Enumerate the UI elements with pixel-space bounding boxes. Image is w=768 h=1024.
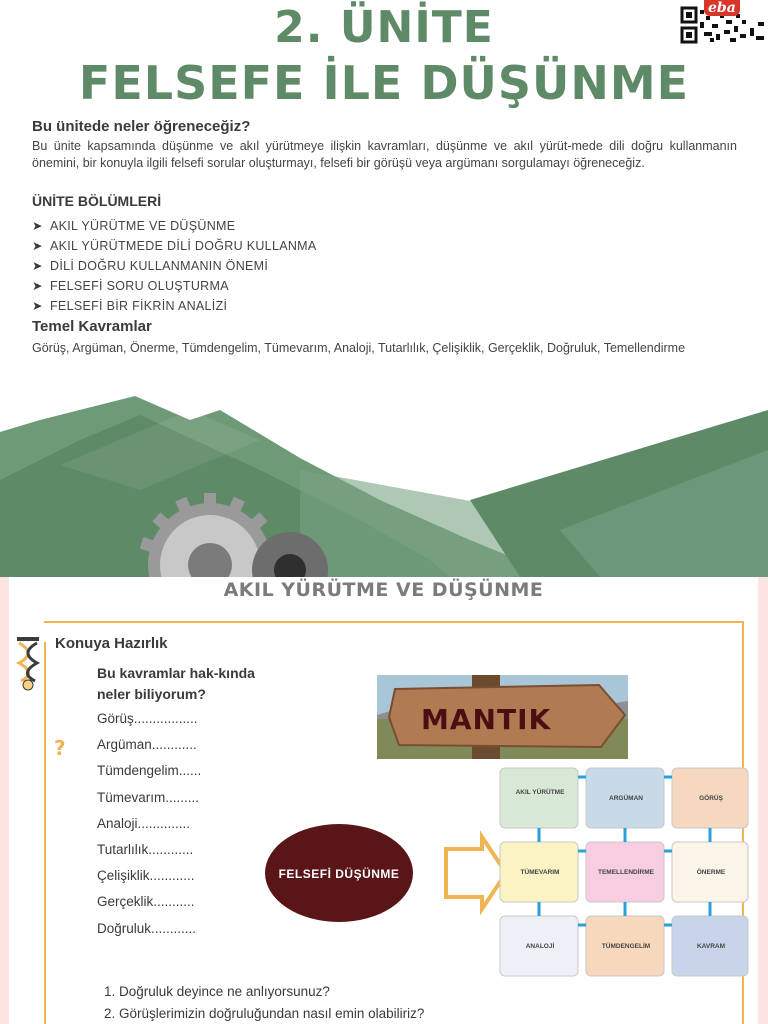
term-item: Analoji.............. bbox=[97, 815, 191, 831]
arrow-icon: ➤ bbox=[32, 259, 43, 273]
arrow-icon: ➤ bbox=[32, 279, 43, 293]
unit-number-title: 2. ÜNİTE bbox=[274, 2, 494, 53]
concept-cell: TÜMDENGELİM bbox=[601, 943, 651, 950]
arrow-icon: ➤ bbox=[32, 239, 43, 253]
term-item: Tümevarım......... bbox=[97, 789, 200, 805]
prep-title: Konuya Hazırlık bbox=[55, 635, 168, 652]
orange-frame-left bbox=[44, 642, 46, 1024]
decorative-mountains-graphic bbox=[0, 370, 768, 577]
concept-cell: ÖNERME bbox=[696, 869, 726, 876]
mantik-sign-image bbox=[377, 675, 628, 759]
learning-goals-heading: Bu ünitede neler öğreneceğiz? bbox=[32, 118, 251, 135]
key-concepts-heading: Temel Kavramlar bbox=[32, 318, 152, 335]
lesson-page-body bbox=[9, 577, 758, 1024]
concept-cell: KAVRAM bbox=[696, 943, 726, 950]
term-item: Tutarlılık............ bbox=[97, 841, 194, 857]
lesson-page bbox=[0, 577, 768, 1024]
question-item: 1. Doğruluk deyince ne anlıyorsunuz? bbox=[104, 984, 330, 999]
unit-sections-list bbox=[32, 216, 317, 316]
arrow-icon: ➤ bbox=[32, 219, 43, 233]
section-item-label: AKIL YÜRÜTMEDE DİLİ DOĞRU KULLANMA bbox=[50, 239, 317, 253]
center-concept-label: FELSEFİ DÜŞÜNME bbox=[278, 867, 400, 881]
arrow-icon: ➤ bbox=[32, 299, 43, 313]
term-item: Çelişiklik............ bbox=[97, 868, 195, 884]
section-item bbox=[32, 256, 317, 276]
section-item bbox=[32, 236, 317, 256]
learning-goals-text: Bu ünite kapsamında düşünme ve akıl yürütmeye ilişkin kavramları, düşünme ve akıl yürüt-mede dili doğru kullanmanın önemini, bir konuyla ilgili felsefi sorular oluşturmayı, felsefi bir görüşü veya argümanı sorgulamayı öğreneceğiz. bbox=[32, 139, 737, 170]
section-item-label: AKIL YÜRÜTME VE DÜŞÜNME bbox=[50, 219, 236, 233]
dna-icon bbox=[15, 635, 41, 691]
section-item-label: FELSEFİ SORU OLUŞTURMA bbox=[50, 279, 229, 293]
prep-prompt: Bu kavramlar hak-kında neler biliyorum? bbox=[97, 665, 255, 702]
section-item bbox=[32, 296, 317, 316]
unit-title: FELSEFE İLE DÜŞÜNME bbox=[78, 56, 690, 110]
section-item bbox=[32, 276, 317, 296]
concept-cell: ANALOJİ bbox=[525, 943, 555, 950]
lesson-heading: AKIL YÜRÜTME VE DÜŞÜNME bbox=[223, 579, 544, 601]
concept-cell: GÖRÜŞ bbox=[699, 795, 723, 802]
section-item bbox=[32, 216, 317, 236]
concept-cell: TÜMEVARIM bbox=[520, 869, 560, 876]
question-item: 2. Görüşlerimizin doğruluğundan nasıl emin olabiliriz? bbox=[104, 1006, 425, 1021]
terms-list bbox=[97, 706, 201, 942]
term-item: Görüş................. bbox=[97, 711, 198, 726]
term-item: Doğruluk............ bbox=[97, 920, 197, 936]
concept-cell: TEMELLENDİRME bbox=[598, 869, 654, 876]
section-item-label: FELSEFİ BİR FİKRİN ANALİZİ bbox=[50, 299, 228, 313]
term-item: Tümdengelim...... bbox=[97, 763, 202, 779]
term-item: Argüman............ bbox=[97, 737, 197, 753]
term-item: Gerçeklik........... bbox=[97, 894, 195, 910]
eba-badge: eba bbox=[704, 0, 740, 16]
key-concepts-text: Görüş, Argüman, Önerme, Tümdengelim, Tümevarım, Analoji, Tutarlılık, Çelişiklik, Gerçeklik, Doğruluk, Temellendirme bbox=[32, 341, 686, 355]
discussion-questions bbox=[104, 981, 424, 1024]
section-item-label: DİLİ DOĞRU KULLANMANIN ÖNEMİ bbox=[50, 259, 269, 273]
concept-cell: ARGÜMAN bbox=[609, 795, 643, 802]
concept-cell: AKIL YÜRÜTME bbox=[515, 789, 565, 796]
unit-sections-heading: ÜNİTE BÖLÜMLERİ bbox=[32, 193, 162, 209]
mantik-sign-text: MANTIK bbox=[421, 703, 552, 736]
question-mark-icon: ? bbox=[54, 736, 66, 760]
